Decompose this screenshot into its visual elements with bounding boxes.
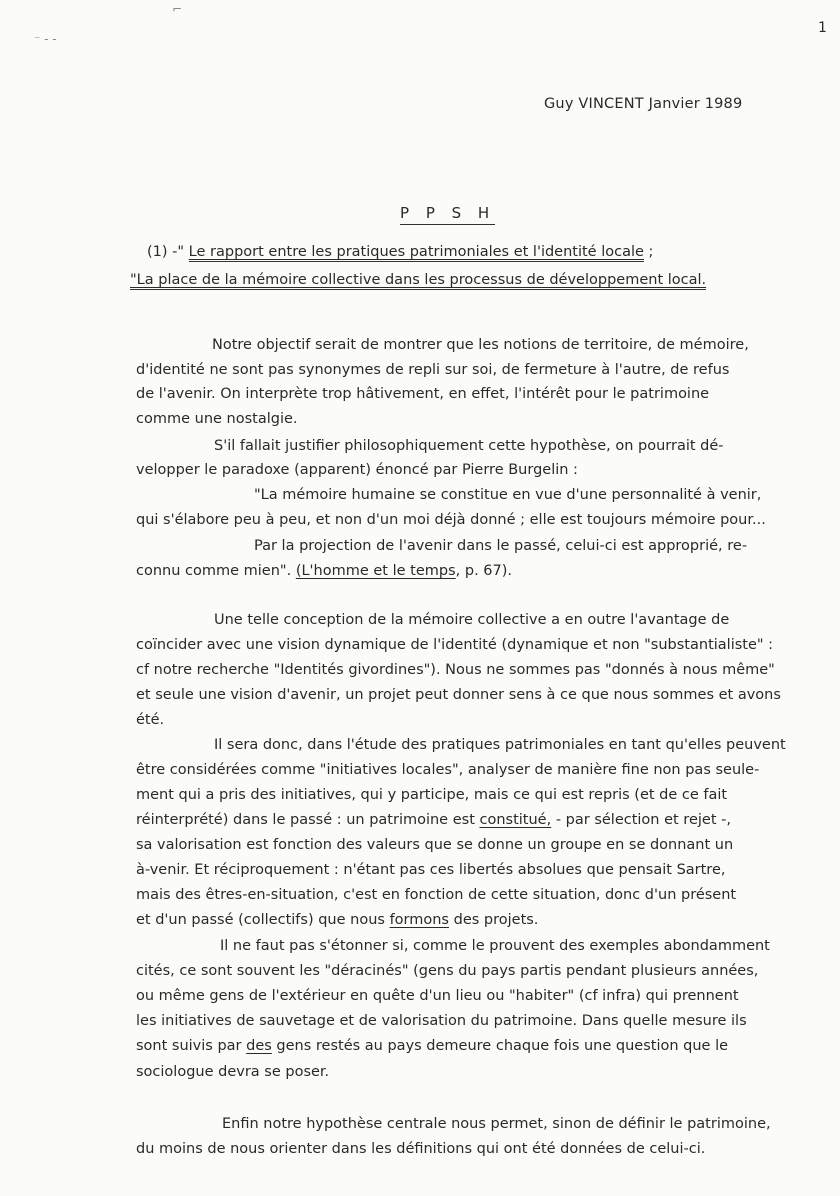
body-line: comme une nostalgie.: [136, 411, 298, 427]
body-line: mais des êtres-en-situation, c'est en fonction de cette situation, donc d'un présent: [136, 887, 737, 903]
body-line: être considérées comme "initiatives locales", analyser de manière fine non pas seule-: [136, 762, 760, 778]
subject-title-2: "La place de la mémoire collective dans les processus de développement local.: [130, 272, 707, 288]
scan-mark-icon: ⁻ ‐ ‐: [34, 32, 57, 46]
body-line: coïncider avec une vision dynamique de l'identité (dynamique et non "substantialiste" :: [136, 637, 774, 653]
underlined-word: formons: [389, 912, 449, 928]
body-line: du moins de nous orienter dans les définitions qui ont été données de celui-ci.: [136, 1141, 706, 1157]
text-run: et d'un passé (collectifs) que nous: [136, 912, 385, 928]
book-title: (L'homme et le temps: [295, 563, 456, 579]
subject-line-1: [147, 244, 653, 260]
body-line: de l'avenir. On interprète trop hâtivement, en effet, l'intérêt pour le patrimoine: [136, 386, 710, 402]
subject-line-2: [130, 272, 706, 288]
body-line: à-venir. Et réciproquement : n'étant pas ces libertés absolues que pensait Sartre,: [136, 862, 726, 878]
text-run: sont suivis par: [136, 1038, 242, 1054]
author-date: Guy VINCENT Janvier 1989: [544, 96, 743, 112]
body-line: d'identité ne sont pas synonymes de repli sur soi, de fermeture à l'autre, de refus: [136, 362, 730, 378]
body-line-constitue: [136, 811, 731, 829]
body-line: sa valorisation est fonction des valeurs que se donne un groupe en se donnant un: [136, 837, 734, 853]
body-line-des: [136, 1037, 728, 1055]
subject-prefix: (1) -": [147, 244, 185, 260]
body-line: Il sera donc, dans l'étude des pratiques patrimoniales en tant qu'elles peuvent: [214, 737, 786, 753]
quote-line: "La mémoire humaine se constitue en vue d'une personnalité à venir,: [254, 487, 762, 503]
text-run: des projets.: [453, 912, 539, 928]
body-line: velopper le paradoxe (apparent) énoncé par Pierre Burgelin :: [136, 462, 578, 478]
body-line: sociologue devra se poser.: [136, 1064, 330, 1080]
body-line: Notre objectif serait de montrer que les notions de territoire, de mémoire,: [212, 337, 749, 353]
text-run: gens restés au pays demeure chaque fois une question que le: [276, 1038, 729, 1054]
quote-line: qui s'élabore peu à peu, et non d'un moi déjà donné ; elle est toujours mémoire pour...: [136, 512, 766, 528]
document-title: P P S H: [400, 204, 495, 225]
quote-line: Par la projection de l'avenir dans le passé, celui-ci est approprié, re-: [254, 538, 748, 554]
body-line: cités, ce sont souvent les "déracinés" (gens du pays partis pendant plusieurs années,: [136, 963, 759, 979]
quote-end: connu comme mien".: [136, 563, 292, 579]
body-line: Une telle conception de la mémoire collective a en outre l'avantage de: [214, 612, 730, 628]
subject-title-1: Le rapport entre les pratiques patrimoniales et l'identité locale: [188, 244, 644, 260]
body-line: et seule une vision d'avenir, un projet peut donner sens à ce que nous sommes et avons: [136, 687, 781, 703]
body-line-formons: [136, 911, 538, 929]
body-line: S'il fallait justifier philosophiquement cette hypothèse, on pourrait dé-: [214, 438, 724, 454]
body-line: été.: [136, 712, 165, 728]
underlined-word: constitué,: [479, 812, 552, 828]
body-line: Il ne faut pas s'étonner si, comme le prouvent des exemples abondamment: [220, 938, 770, 954]
scan-mark-icon: ⌐: [172, 2, 183, 16]
body-line: ment qui a pris des initiatives, qui y participe, mais ce qui est repris (et de ce fait: [136, 787, 728, 803]
citation-page: , p. 67).: [455, 563, 512, 579]
quote-line-citation: [136, 562, 512, 580]
body-line: cf notre recherche "Identités givordines"). Nous ne sommes pas "donnés à nous même": [136, 662, 775, 678]
body-line: les initiatives de sauvetage et de valorisation du patrimoine. Dans quelle mesure ils: [136, 1013, 747, 1029]
underlined-word: des: [246, 1038, 272, 1054]
page-number: 1: [818, 20, 827, 36]
text-run: - par sélection et rejet -,: [555, 812, 731, 828]
body-line: Enfin notre hypothèse centrale nous permet, sinon de définir le patrimoine,: [222, 1116, 771, 1132]
text-run: réinterprété) dans le passé : un patrimoine est: [136, 812, 475, 828]
body-line: ou même gens de l'extérieur en quête d'un lieu ou "habiter" (cf infra) qui prennent: [136, 988, 739, 1004]
subject-line1-end: ;: [648, 244, 654, 260]
